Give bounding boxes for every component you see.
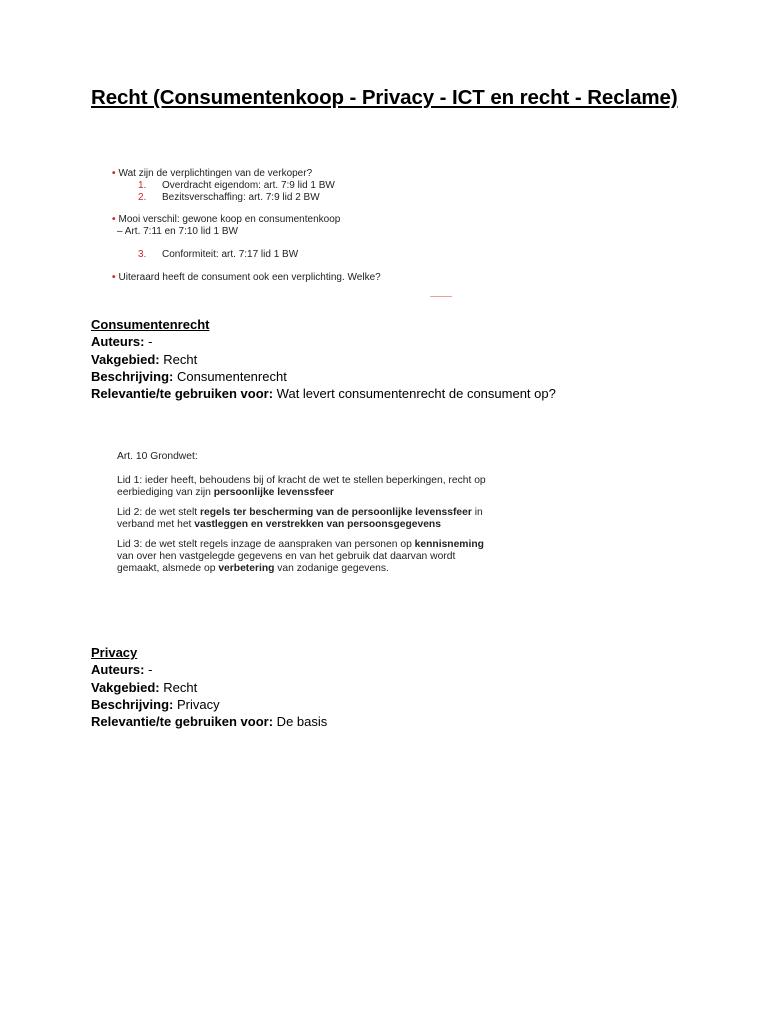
lid-bold-text: verbetering xyxy=(218,563,275,574)
field-value: Recht xyxy=(159,351,198,367)
vakgebied-row xyxy=(91,679,327,696)
auteurs-row xyxy=(91,661,327,678)
beschrijving-row xyxy=(91,696,327,713)
list-item xyxy=(138,249,298,261)
list-item xyxy=(112,272,381,284)
lid-bold-text: kennisneming xyxy=(414,539,484,550)
bullet-icon: • xyxy=(112,168,116,179)
bullet-icon: • xyxy=(112,214,116,225)
question-text: Uiteraard heeft de consument ook een verplichting. Welke? xyxy=(118,272,381,283)
list-item xyxy=(112,214,340,226)
lid-text: van zodanige gegevens. xyxy=(274,563,389,574)
lid-text: van over hen vastgelegde gegevens en van het gebruik dat daarvan wordt gemaakt, alsmede op xyxy=(117,551,456,574)
field-value: Privacy xyxy=(173,696,220,712)
divider xyxy=(430,296,452,297)
list-item xyxy=(138,192,320,204)
section-heading: Privacy xyxy=(91,645,138,660)
field-label: Vakgebied: xyxy=(91,679,160,695)
lid-bold-text: regels ter bescherming van de persoonlijke levenssfeer xyxy=(200,507,472,518)
bullet-icon: • xyxy=(112,272,116,283)
field-value: - xyxy=(144,662,153,678)
lid-3 xyxy=(117,539,497,575)
field-label: Vakgebied: xyxy=(91,351,160,367)
field-value: Recht xyxy=(159,679,198,695)
field-value: - xyxy=(144,334,153,350)
sub-text: – Art. 7:11 en 7:10 lid 1 BW xyxy=(117,226,238,237)
item-text: Overdracht eigendom: art. 7:9 lid 1 BW xyxy=(162,180,335,191)
grondwet-snippet xyxy=(117,451,497,583)
field-label: Relevantie/te gebruiken voor: xyxy=(91,714,274,730)
question-text: Mooi verschil: gewone koop en consumentenkoop xyxy=(118,214,341,225)
field-label: Beschrijving: xyxy=(91,368,174,384)
lid-text: in verband met het xyxy=(117,507,483,530)
item-text: Bezitsverschaffing: art. 7:9 lid 2 BW xyxy=(162,192,320,203)
lid-1 xyxy=(117,475,497,499)
field-label: Beschrijving: xyxy=(91,696,174,712)
item-number: 3. xyxy=(138,249,147,260)
section-privacy xyxy=(91,644,327,730)
auteurs-row xyxy=(91,333,556,350)
lid-text: Lid 3: de wet stelt regels inzage de aanspraken van personen op xyxy=(117,539,415,550)
list-item xyxy=(138,180,335,192)
article-title: Art. 10 Grondwet: xyxy=(117,451,198,462)
item-number: 1. xyxy=(138,180,147,191)
relevantie-row xyxy=(91,385,556,402)
field-value: Wat levert consumentenrecht de consument op? xyxy=(273,386,556,402)
item-text: Conformiteit: art. 7:17 lid 1 BW xyxy=(162,249,299,260)
field-label: Auteurs: xyxy=(91,662,145,678)
lid-bold-text: vastleggen en verstrekken van persoonsgegevens xyxy=(194,519,441,530)
field-label: Auteurs: xyxy=(91,334,145,350)
section-heading: Consumentenrecht xyxy=(91,317,210,332)
relevantie-row xyxy=(91,713,327,730)
lid-bold-text: persoonlijke levenssfeer xyxy=(213,487,334,498)
lid-2 xyxy=(117,507,497,531)
field-value: De basis xyxy=(273,714,328,730)
item-number: 2. xyxy=(138,192,147,203)
field-value: Consumentenrecht xyxy=(173,368,287,384)
page-title: Recht (Consumentenkoop - Privacy - ICT en recht - Reclame) xyxy=(91,86,678,109)
list-item xyxy=(112,168,312,180)
beschrijving-row xyxy=(91,368,556,385)
vakgebied-row xyxy=(91,351,556,368)
field-label: Relevantie/te gebruiken voor: xyxy=(91,386,274,402)
question-text: Wat zijn de verplichtingen van de verkoper? xyxy=(118,168,313,179)
slide-snippet-verplichtingen xyxy=(112,162,472,302)
section-consumentenrecht xyxy=(91,316,556,402)
list-subitem xyxy=(117,226,238,238)
lid-text: Lid 1: ieder heeft, behoudens bij of kracht de wet te stellen beperkingen, recht op eerbiediging van zijn xyxy=(117,475,486,498)
lid-text: Lid 2: de wet stelt xyxy=(117,507,200,518)
